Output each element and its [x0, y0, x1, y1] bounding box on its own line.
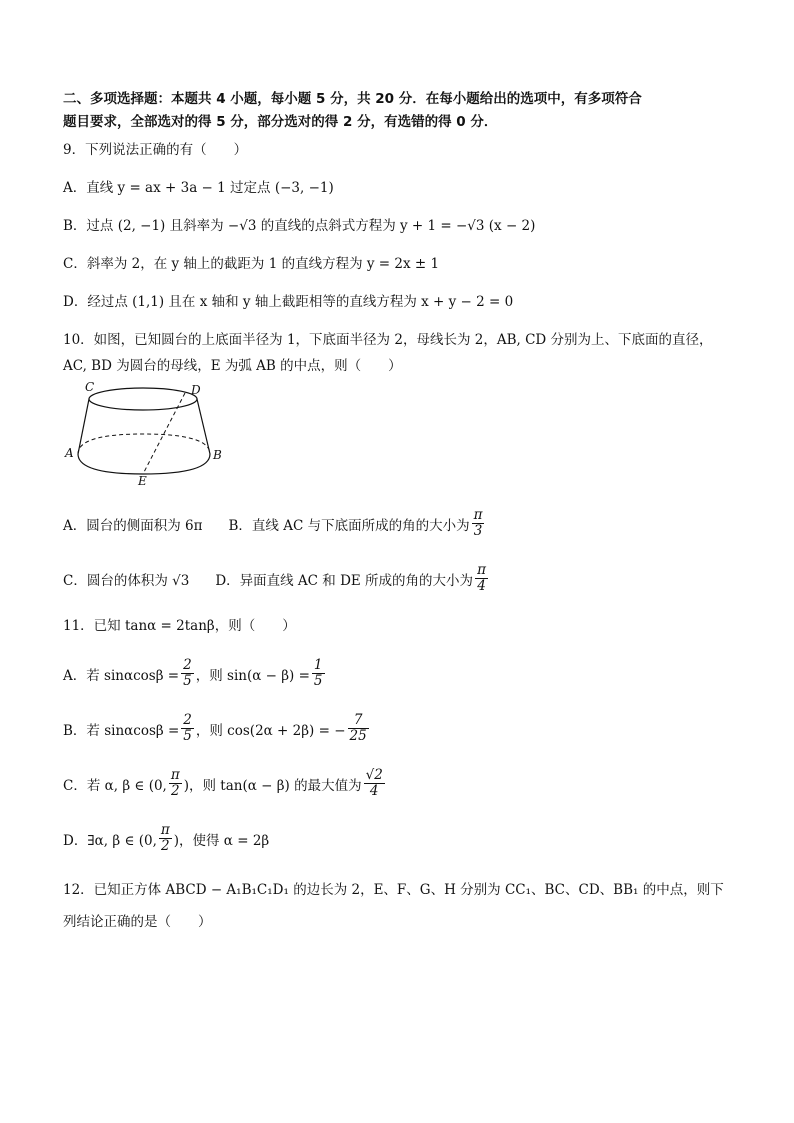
q11-b-den2: 25: [349, 728, 367, 744]
q10-option-d-text: D．异面直线 AC 和 DE 所成的角的大小为: [215, 572, 474, 589]
q11-a-den1: 5: [183, 673, 192, 689]
q11-c-pre: C．若 α, β ∈ (0,: [63, 777, 167, 794]
q9-option-d: D．经过点 (1,1) 且在 x 轴和 y 轴上截距相等的直线方程为 x + y − 2 = 0: [63, 294, 514, 310]
section-heading-line2: 题目要求，全部选对的得 5 分，部分选对的得 2 分，有选错的得 0 分．: [63, 114, 498, 130]
q11-c-den1: 2: [171, 783, 180, 799]
q11-option-a: [63, 658, 739, 689]
q11-a-num1: 2: [183, 657, 192, 673]
q11-stem: 11．已知 tanα = 2tanβ，则（ ）: [63, 618, 296, 634]
q11-option-d: [63, 823, 739, 854]
q11-a-frac1: [181, 658, 194, 689]
q12-stem-line2: 列结论正确的是（ ）: [63, 914, 212, 930]
q11-b-frac2: [348, 713, 369, 744]
q10-d-denominator: 4: [477, 578, 486, 594]
exam-page: [63, 88, 739, 932]
q9-option-a: A．直线 y = ax + 3a − 1 过定点 (−3, −1): [63, 180, 334, 196]
q11-c-den2: 4: [369, 783, 379, 799]
q10-option-c: C．圆台的体积为 √3: [63, 572, 190, 589]
q10-option-d-fraction: [475, 563, 488, 594]
q11-b-num2: 7: [348, 713, 369, 729]
q10-d-numerator: π: [477, 562, 486, 578]
q10-option-b-text: B．直线 AC 与下底面所成的角的大小为: [228, 517, 470, 534]
q9-option-b: B．过点 (2, −1) 且斜率为 −√3 的直线的点斜式方程为 y + 1 = −√3 (x − 2): [63, 218, 536, 234]
label-a: A: [65, 446, 74, 460]
question-9: [63, 140, 739, 312]
q11-a-mid: ，则 sin(α − β) =: [195, 667, 310, 684]
q11-d-den: 2: [161, 838, 170, 854]
label-c: C: [85, 380, 95, 394]
label-b: B: [213, 448, 222, 462]
q11-c-num1: π: [170, 767, 180, 783]
q11-d-frac: [159, 823, 172, 854]
q10-b-numerator: π: [473, 507, 483, 523]
q11-c-frac2: [364, 768, 385, 799]
q11-option-b: [63, 713, 739, 744]
q11-b-num1: 2: [183, 712, 192, 728]
q11-b-mid: ，则 cos(2α + 2β) = −: [195, 722, 346, 739]
q11-d-num: π: [160, 822, 170, 838]
q11-c-frac1: [169, 768, 182, 799]
q11-a-num2: 1: [313, 657, 323, 673]
q11-a-pre: A．若 sinαcosβ =: [63, 667, 180, 684]
q11-a-frac2: [312, 658, 325, 689]
section-heading: [63, 88, 739, 134]
q11-option-c: [63, 768, 739, 799]
q11-a-den2: 5: [313, 673, 323, 689]
q11-c-num2: √2: [365, 767, 383, 783]
q9-stem: 9．下列说法正确的有（ ）: [63, 142, 248, 158]
q11-c-mid: )，则 tan(α − β) 的最大值为: [183, 777, 362, 794]
question-12: [63, 880, 739, 932]
section-heading-line1: 二、多项选择题：本题共 4 小题，每小题 5 分，共 20 分．在每小题给出的选项中，有多项符合: [63, 91, 642, 107]
q10-stem-line1: 10．如图，已知圆台的上底面半径为 1，下底面半径为 2，母线长为 2，AB, CD 分别为上、下底面的直径，: [63, 332, 713, 348]
label-d: D: [191, 383, 201, 397]
q11-d-post: )，使得 α = 2β: [173, 832, 270, 849]
q10-options-cd: [63, 563, 739, 594]
q10-stem-line2: AC, BD 为圆台的母线，E 为弧 AB 的中点，则（ ）: [63, 358, 402, 374]
q10-option-b-fraction: [472, 508, 485, 539]
frustum-diagram: [63, 382, 233, 482]
q12-stem-line1: 12．已知正方体 ABCD − A₁B₁C₁D₁ 的边长为 2，E、F、G、H 分别为 CC₁、BC、CD、BB₁ 的中点，则下: [63, 882, 724, 898]
frustum-figure: [63, 380, 233, 488]
q10-b-denominator: 3: [473, 523, 483, 539]
q11-b-den1: 5: [183, 728, 192, 744]
q10-option-a: A．圆台的侧面积为 6π: [63, 517, 203, 534]
q10-options-ab: [63, 508, 739, 539]
q11-b-frac1: [181, 713, 194, 744]
q9-option-c: C．斜率为 2，在 y 轴上的截距为 1 的直线方程为 y = 2x ± 1: [63, 256, 440, 272]
question-11: [63, 616, 739, 854]
q11-d-pre: D．∃α, β ∈ (0,: [63, 832, 157, 849]
label-e: E: [138, 474, 147, 488]
question-10: [63, 330, 739, 594]
q11-b-pre: B．若 sinαcosβ =: [63, 722, 180, 739]
